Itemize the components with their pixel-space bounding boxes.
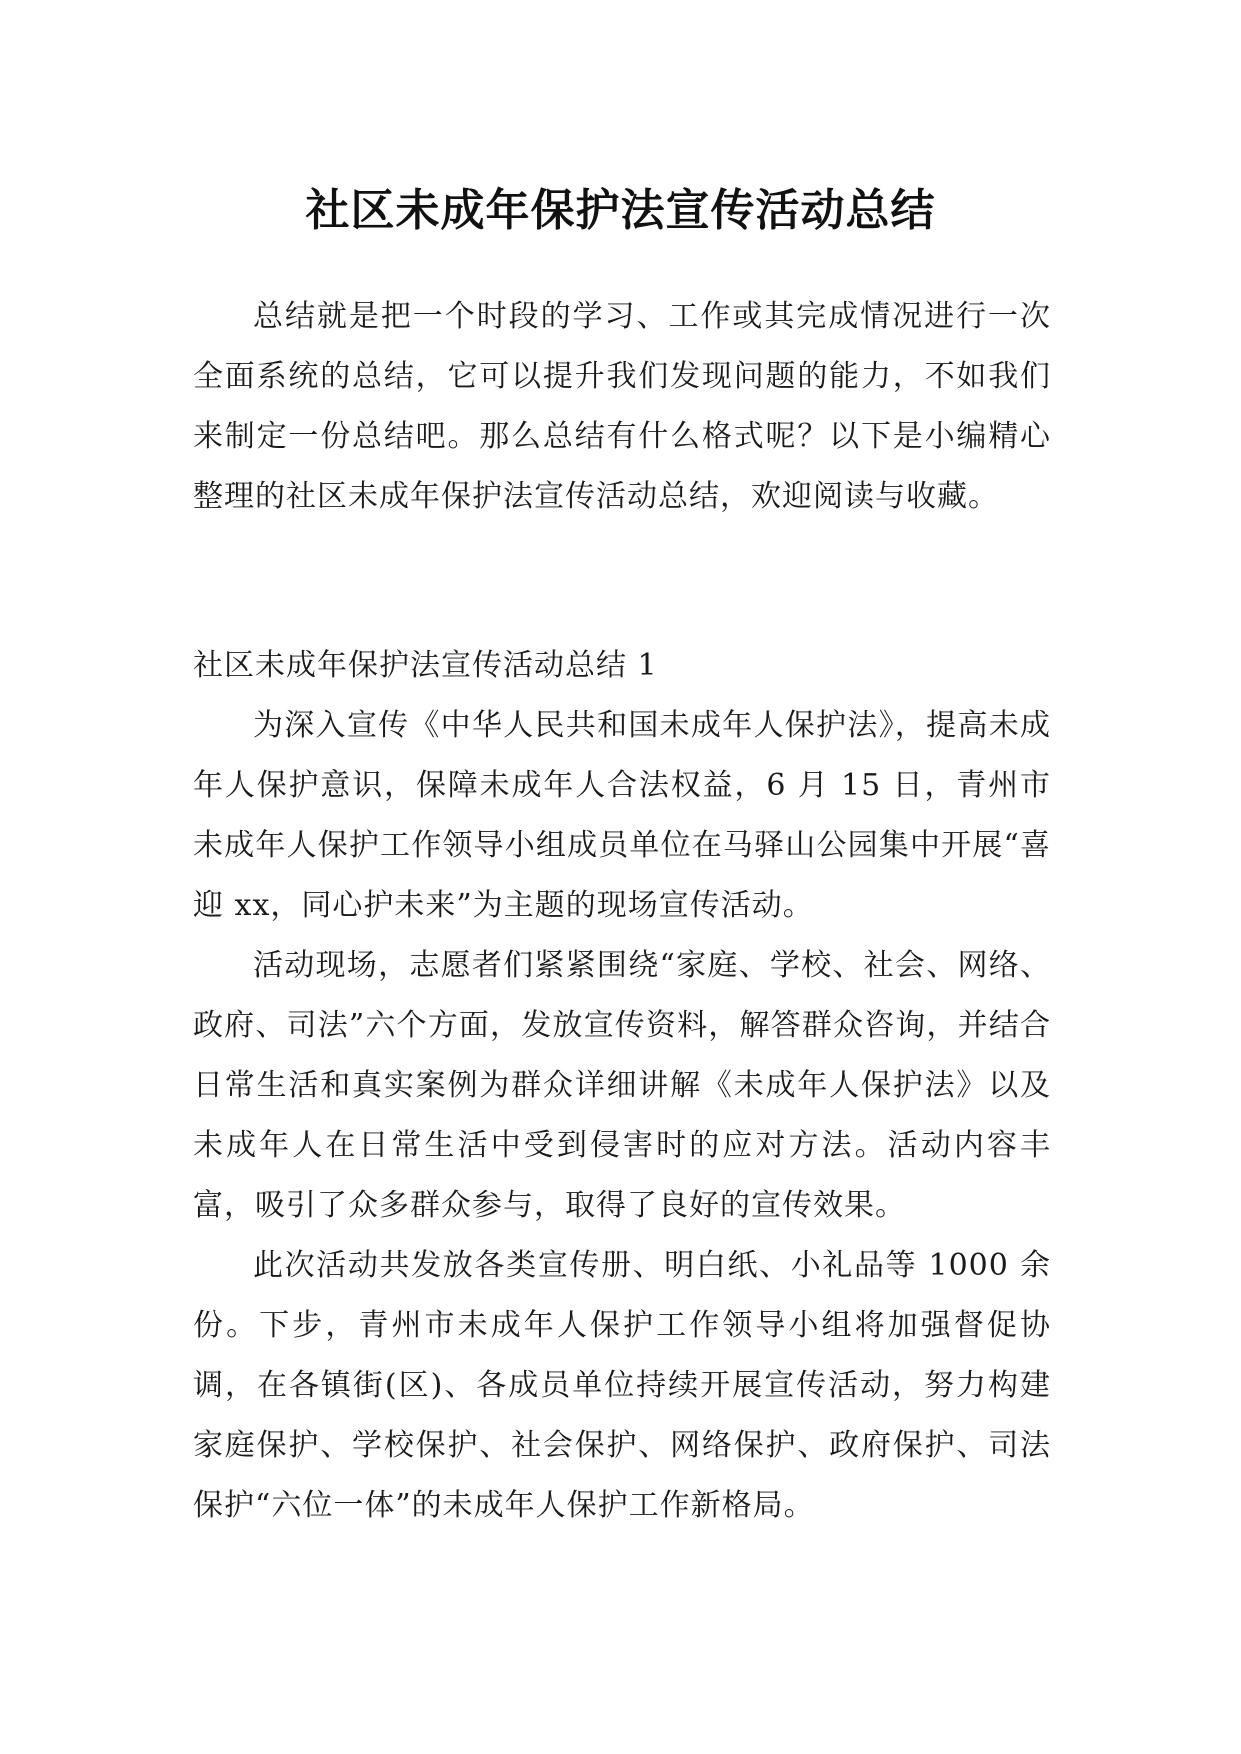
section-paragraph-1: 为深入宣传《中华人民共和国未成年人保护法》，提高未成年人保护意识，保障未成年人合法权益，6 月 15 日，青州市未成年人保护工作领导小组成员单位在马驿山公园集中开展“喜迎 xx，同心护未来”为主题的现场宣传活动。 (193, 708, 1051, 923)
section-1 (193, 636, 1051, 1536)
intro-paragraph: 总结就是把一个时段的学习、工作或其完成情况进行一次全面系统的总结，它可以提升我们发现问题的能力，不如我们来制定一份总结吧。那么总结有什么格式呢？以下是小编精心整理的社区未成年保护法宣传活动总结，欢迎阅读与收藏。 (193, 299, 1051, 514)
intro-block (193, 287, 1051, 527)
section-paragraph-2: 活动现场，志愿者们紧紧围绕“家庭、学校、社会、网络、政府、司法”六个方面，发放宣传资料，解答群众咨询，并结合日常生活和真实案例为群众详细讲解《未成年人保护法》以及未成年人在日常生活中受到侵害时的应对方法。活动内容丰富，吸引了众多群众参与，取得了良好的宣传效果。 (193, 948, 1051, 1223)
document-title: 社区未成年保护法宣传活动总结 (305, 185, 936, 237)
section-paragraph-3: 此次活动共发放各类宣传册、明白纸、小礼品等 1000 余份。下步，青州市未成年人保护工作领导小组将加强督促协调，在各镇街(区)、各成员单位持续开展宣传活动，努力构建家庭保护、学校保护、社会保护、网络保护、政府保护、司法保护“六位一体”的未成年人保护工作新格局。 (193, 1248, 1051, 1523)
section-heading: 社区未成年保护法宣传活动总结 1 (193, 648, 658, 683)
